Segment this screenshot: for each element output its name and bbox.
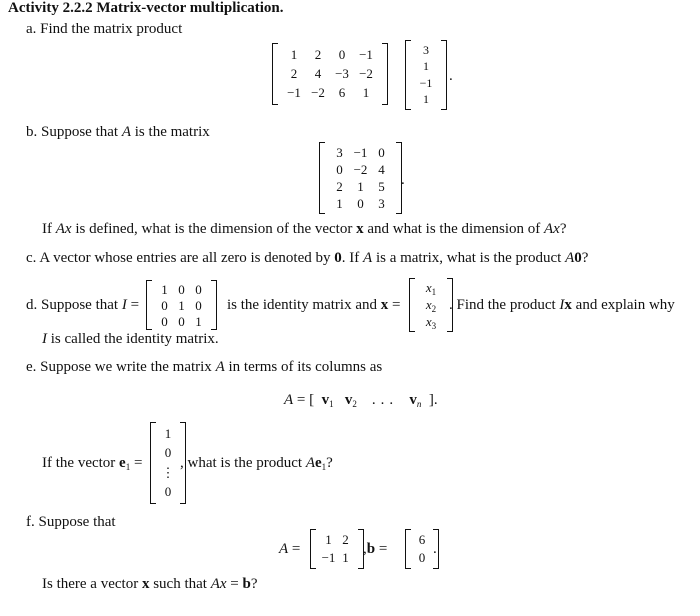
matrix-entry: 1 [336, 195, 343, 211]
matrix-entry: 2 [290, 65, 298, 81]
matrix-entry: −2 [311, 85, 325, 101]
part-e-question-start: If the vector $e_1$ = [42, 455, 143, 472]
matrix-entry: 0 [178, 314, 185, 329]
matrix-entry: −1 [359, 46, 373, 62]
part-a-text: Find the matrix product [40, 21, 183, 37]
matrix-entry: −2 [353, 161, 368, 177]
part-f-prompt: f. Suppose that [26, 514, 116, 530]
matrix-entry: 3 [378, 195, 385, 211]
vector-entry: −1 [419, 75, 433, 90]
vector-entry: ⋮ [161, 464, 175, 480]
matrix-entry: 0 [195, 298, 202, 313]
matrix-entry: 0 [161, 298, 168, 313]
part-a-end: . [449, 68, 453, 84]
part-d-line2: I is called the identity matrix. [42, 331, 219, 347]
matrix-entry: 1 [325, 532, 332, 547]
matrix-entry: 3 [336, 144, 343, 160]
activity-title: Activity 2.2.2 Matrix-vector multiplication. [8, 0, 284, 16]
matrix-entry: 4 [378, 161, 385, 177]
matrix-entry: 5 [378, 178, 385, 194]
part-b-matrix [319, 142, 402, 214]
part-f-matrix [310, 529, 364, 569]
part-e-label: e. [26, 359, 37, 375]
matrix-entry: 0 [338, 46, 346, 62]
matrix-entry: −2 [359, 65, 373, 81]
matrix-entry: 1 [362, 85, 370, 101]
matrix-entry: −1 [287, 85, 301, 101]
matrix-entry: 4 [314, 65, 322, 81]
part-a-matrix [272, 43, 388, 105]
vector-entry: 6 [418, 532, 426, 547]
vector-entry: 1 [423, 92, 429, 107]
matrix-entry: 6 [338, 85, 346, 101]
matrix-entry: 0 [336, 161, 343, 177]
matrix-entry: 2 [342, 532, 349, 547]
matrix-entry: 1 [195, 314, 202, 329]
identity-matrix [146, 280, 217, 330]
vector-entry: $x_2$ [425, 297, 437, 314]
vector-entry: $x_1$ [425, 280, 437, 297]
matrix-entry: 1 [178, 298, 185, 313]
part-a-vector [405, 40, 447, 110]
part-b-prompt: b. Suppose that A is the matrix [26, 124, 210, 140]
part-c-prompt: c. A vector whose entries are all zero is denoted by 0. If A is a matrix, what is the product A0? [26, 250, 589, 266]
matrix-entry: 2 [314, 46, 322, 62]
part-a-prompt [26, 21, 182, 38]
matrix-entry: 1 [161, 282, 168, 297]
matrix-entry: −3 [335, 65, 349, 81]
matrix-entry: −1 [353, 144, 368, 160]
part-f-end: . [433, 541, 437, 557]
matrix-entry: 0 [178, 282, 185, 297]
matrix-entry: 1 [342, 550, 349, 565]
matrix-entry: 0 [161, 314, 168, 329]
part-f-label: f. [26, 514, 35, 530]
matrix-entry: 0 [357, 195, 364, 211]
vector-entry: 0 [418, 550, 426, 565]
vector-entry: 1 [164, 425, 172, 441]
part-b-label: b. [26, 124, 38, 140]
vector-entry: 0 [164, 484, 172, 500]
part-f-b-eq: ,b = [363, 541, 388, 557]
matrix-entry: 0 [195, 282, 202, 297]
part-e-question-end: , what is the product $Ae_1$? [180, 455, 333, 472]
part-d-prompt-mid: is the identity matrix and x = [227, 297, 401, 313]
part-b-question: If Ax is defined, what is the dimension of the vector x and what is the dimension of Ax? [42, 221, 567, 237]
matrix-entry: 1 [290, 46, 298, 62]
vector-entry: 3 [423, 42, 429, 57]
part-a-label: a. [26, 21, 37, 37]
vector-entry: 1 [423, 59, 429, 74]
part-d-label: d. [26, 297, 38, 313]
column-equation: A = [ $v_1$ $v_2$ ... $v_n$ ]. [284, 392, 438, 409]
matrix-entry: −1 [321, 550, 336, 565]
part-d-prompt-end: . Find the product Ix and explain why [449, 297, 675, 313]
part-f-question: Is there a vector x such that Ax = b? [42, 576, 258, 592]
part-e-prompt: e. Suppose we write the matrix A in terms of its columns as [26, 359, 383, 375]
matrix-entry: 1 [357, 178, 364, 194]
vector-entry: 0 [164, 445, 172, 461]
part-d-prompt-start: d. Suppose that I = [26, 297, 140, 313]
matrix-entry: 2 [336, 178, 343, 194]
part-f-A-eq: A = [279, 541, 301, 557]
matrix-entry: 0 [378, 144, 385, 160]
part-b-end: . [401, 172, 405, 188]
x-vector [409, 278, 453, 332]
vector-entry: $x_3$ [425, 314, 437, 331]
part-c-label: c. [26, 250, 37, 266]
